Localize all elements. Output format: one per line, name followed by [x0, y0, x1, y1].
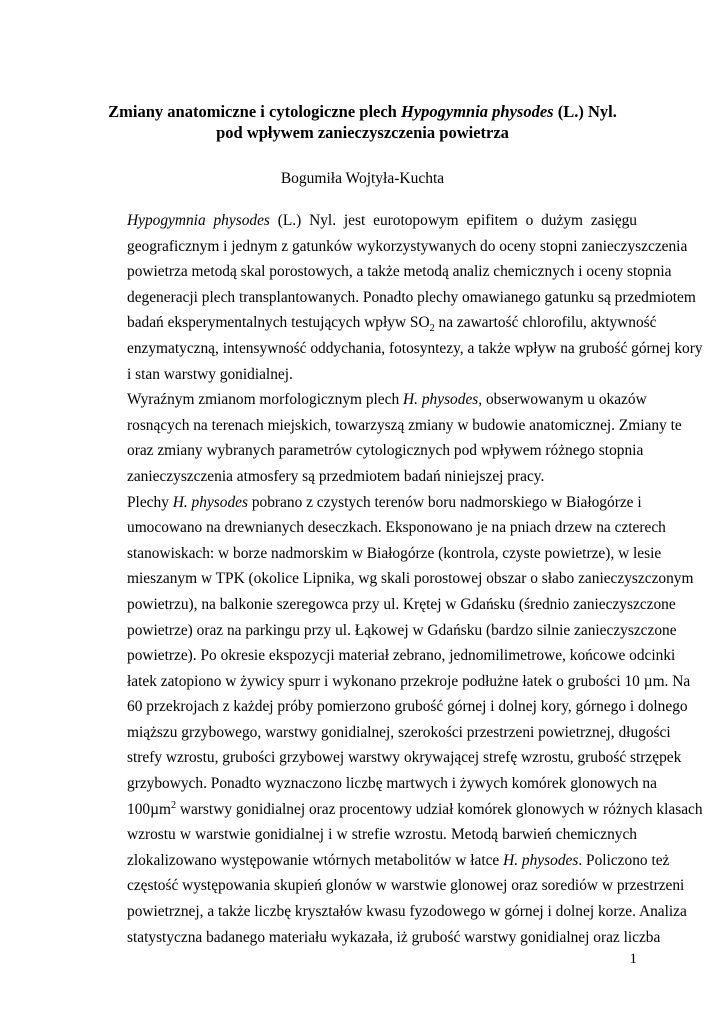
text-segment: stanowiskach: w borze nadmorskim w Białogórze (kontrola, czyste powietrze), w lesie: [127, 544, 662, 562]
paragraph: [90, 208, 703, 387]
page-number: 1: [629, 951, 637, 967]
text-line: [90, 899, 687, 925]
text-line: [90, 566, 694, 592]
text-segment: . Policzono też: [578, 851, 670, 869]
text-segment: na zawartość chlorofilu, aktywność: [434, 314, 657, 332]
text-line: [90, 822, 637, 848]
text-line: [90, 208, 637, 234]
text-line: [90, 925, 661, 951]
species-name: H. physodes,: [403, 391, 483, 409]
text-line: [90, 259, 672, 285]
text-segment: powietrza metodą skal porostowych, a także metodą analiz chemicznych i oceny stopnia: [127, 263, 672, 281]
text-line: [90, 669, 691, 695]
species-name: Hypogymnia physodes: [127, 212, 270, 229]
text-segment: 100µm: [127, 800, 171, 818]
paragraph: [90, 490, 703, 951]
species-name: H. physodes: [172, 493, 248, 511]
text-line: [90, 797, 703, 823]
text-segment: obserwowanym u okazów: [482, 391, 647, 409]
text-line: [90, 771, 657, 797]
text-segment: (L.) Nyl. jest eurotopowym epifitem o dużym zasięgu: [269, 212, 637, 229]
subscript: 2: [429, 323, 435, 335]
text-segment: powietrze) oraz na parkingu przy ul. Łąkowej w Gdańsku (bardzo silnie zanieczyszczone: [127, 621, 677, 639]
text-line: [90, 438, 644, 464]
title-line-1: Zmiany anatomiczne i cytologiczne plech Hypogymnia physodes (L.) Nyl.: [108, 102, 617, 121]
text-segment: Plechy: [127, 493, 173, 511]
text-segment: badań eksperymentalnych testujących wpływ SO: [127, 314, 430, 332]
paper-body: [90, 208, 703, 950]
text-segment: zlokalizowano występowanie wtórnych metabolitów w łatce: [127, 851, 504, 869]
text-line: [90, 515, 666, 541]
text-line: [90, 285, 696, 311]
text-segment: powietrze). Po okresie ekspozycji materiał zebrano, jednomilimetrowe, końcowe odcinki: [127, 647, 676, 665]
text-segment: umocowano na drewnianych deseczkach. Eksponowano je na pniach drzew na czterech: [127, 519, 666, 537]
text-segment: Wyraźnym zmianom morfologicznym plech: [127, 391, 404, 409]
text-line: [90, 745, 682, 771]
paragraph: [90, 387, 682, 489]
text-segment: zanieczyszczenia atmosfery są przedmiotem badań niniejszej pracy.: [127, 467, 545, 485]
text-line: [90, 643, 676, 669]
paper-title: [90, 101, 635, 143]
title-species-name: Hypogymnia physodes: [400, 102, 554, 121]
species-name: H. physodes: [503, 851, 579, 869]
text-line: [90, 720, 671, 746]
text-segment: mieszanym w TPK (okolice Lipnika, wg skali porostowej obszar o słabo zanieczyszczonym: [127, 570, 694, 588]
text-line: [90, 592, 676, 618]
text-line: [90, 873, 685, 899]
text-segment: 60 przekrojach z każdej próby pomierzono grubość górnej i dolnej kory, górnego i dolnego: [127, 698, 688, 716]
text-segment: degeneracji plech transplantowanych. Ponadto plechy omawianego gatunku są przedmiotem: [127, 288, 696, 306]
text-line: [90, 336, 703, 362]
text-line: [90, 694, 688, 720]
text-segment: powietrznej, a także liczbę kryształów kwasu fyzodowego w górnej i dolnej korze. Analiza: [127, 903, 687, 921]
text-segment: pobrano z czystych terenów boru nadmorskiego w Białogórze i: [247, 493, 642, 511]
text-segment: oraz zmiany wybranych parametrów cytologicznych pod wpływem różnego stopnia: [127, 442, 644, 460]
text-line: [90, 848, 670, 874]
text-line: [90, 490, 642, 516]
text-segment: miąższu grzybowego, warstwy gonidialnej, szerokości przestrzeni powietrznej, długości: [127, 723, 671, 741]
text-segment: geograficznym i jednym z gatunków wykorzystywanych do oceny stopni zanieczyszczenia: [127, 237, 688, 255]
text-line: [90, 362, 637, 388]
text-line: [90, 310, 657, 336]
text-segment: strefy wzrostu, grubości grzybowej warstwy okrywającej strefę wzrostu, grubość strzępek: [127, 749, 682, 767]
author-name: Bogumiła Wojtyła-Kuchta: [280, 170, 445, 187]
text-line: [90, 541, 662, 567]
text-line: [90, 464, 637, 490]
text-line: [90, 413, 682, 439]
text-segment: częstość występowania skupień glonów w warstwie glonowej oraz sorediów w przestrzeni: [127, 877, 685, 895]
text-segment: statystyczna badanego materiału wykazała, iż grubość warstwy gonidialnej oraz liczba: [127, 928, 661, 946]
text-segment: rosnących na terenach miejskich, towarzyszą zmiany w budowie anatomicznej. Zmiany te: [127, 416, 682, 434]
text-line: [90, 234, 688, 260]
text-segment: i stan warstwy gonidialnej.: [127, 365, 293, 383]
superscript: 2: [170, 799, 177, 811]
text-segment: wzrostu w warstwie gonidialnej i w strefie wzrostu. Metodą barwień chemicznych: [127, 826, 637, 844]
text-segment: grzybowych. Ponadto wyznaczono liczbę martwych i żywych komórek glonowych na: [127, 775, 657, 793]
text-segment: łatek zatopiono w żywicy spurr i wykonano przekroje podłużne łatek o grubości 10 µm. Na: [127, 672, 691, 690]
text-line: [90, 387, 647, 413]
title-line-2: pod wpływem zanieczyszczenia powietrza: [216, 123, 509, 142]
text-segment: powietrzu), na balkonie szeregowca przy ul. Krętej w Gdańsku (średnio zanieczyszczone: [127, 595, 676, 613]
text-segment: enzymatyczną, intensywność oddychania, fotosyntezy, a także wpływ na grubość górnej kory: [127, 339, 703, 357]
text-segment: warstwy gonidialnej oraz procentowy udział komórek glonowych w różnych klasach: [176, 800, 703, 818]
text-line: [90, 618, 677, 644]
